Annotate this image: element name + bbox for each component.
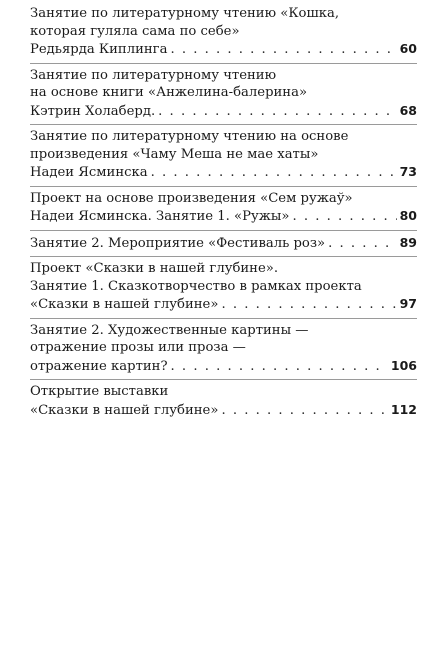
leader-dots: [292, 208, 396, 226]
toc-entry: [30, 125, 417, 187]
toc-entry-title-line: Занятие по литературному чтению на основе: [30, 129, 349, 144]
leader-dots: [151, 164, 397, 182]
toc-entry-last-line: [30, 207, 417, 226]
toc-entry-title-line: отражение прозы или проза —: [30, 340, 246, 355]
page-number: 112: [390, 401, 417, 417]
toc-entry: [30, 380, 417, 423]
toc-entry-last-line: [30, 401, 417, 420]
toc-entry-title-line: Занятие 2. Художественные картины —: [30, 322, 309, 338]
toc-entry: [30, 187, 417, 231]
toc-entry: [30, 257, 417, 319]
page-number: 97: [399, 296, 417, 311]
toc-entry-title-end: «Сказки в нашей глубине»: [30, 402, 219, 418]
toc-entry-title-end: Занятие 2. Мероприятие «Фестиваль роз»: [30, 235, 326, 251]
toc-entry-title-end: «Сказки в нашей глубине»: [30, 297, 219, 312]
toc-entry-title-end: отражение картин?: [30, 358, 168, 374]
leader-dots: [221, 402, 387, 420]
toc-entry-last-line: [30, 295, 417, 314]
toc-entry-last-line: [30, 163, 417, 182]
toc-entry-title-line: Занятие по литературному чтению «Кошка,: [30, 6, 340, 21]
leader-dots: [170, 41, 396, 59]
toc-entry: [30, 231, 417, 258]
toc-entry-title-end: Кэтрин Холаберд.: [30, 103, 156, 119]
toc-entry-title-end: Надеи Ясминска. Занятие 1. «Ружы»: [30, 209, 290, 224]
table-of-contents: [30, 2, 417, 423]
toc-entry-last-line: [30, 40, 417, 59]
toc-entry-title-line: которая гуляла сама по себе»: [30, 23, 240, 39]
page-number: 60: [399, 41, 417, 56]
page-number: 80: [399, 208, 417, 223]
page-number: 89: [399, 234, 417, 250]
page-number: 106: [390, 357, 417, 373]
toc-entry-last-line: [30, 102, 417, 121]
leader-dots: [221, 296, 396, 314]
leader-dots: [328, 235, 396, 253]
toc-entry-title-line: Занятие 1. Сказкотворчество в рамках проекта: [30, 278, 362, 294]
toc-entry-title-end: Надеи Ясминска: [30, 165, 148, 180]
page-number: 68: [399, 102, 417, 118]
toc-entry-title-end: Редьярда Киплинга: [30, 42, 168, 57]
toc-entry-title-line: Открытие выставки: [30, 384, 169, 399]
page-number: 73: [399, 164, 417, 179]
toc-entry: [30, 64, 417, 126]
toc-entry-last-line: [30, 234, 417, 253]
toc-entry-title-line: Проект на основе произведения «Сем ружаў»: [30, 190, 353, 206]
toc-entry-last-line: [30, 357, 417, 376]
toc-entry: [30, 2, 417, 64]
leader-dots: [171, 358, 388, 376]
toc-entry-title-line: Проект «Сказки в нашей глубине».: [30, 261, 279, 276]
toc-entry-title-line: произведения «Чаму Меша не мае хаты»: [30, 146, 319, 162]
toc-entry-title-line: Занятие по литературному чтению: [30, 67, 277, 83]
leader-dots: [158, 103, 396, 121]
toc-entry-title-line: на основе книги «Анжелина-балерина»: [30, 85, 308, 100]
toc-entry: [30, 319, 417, 381]
